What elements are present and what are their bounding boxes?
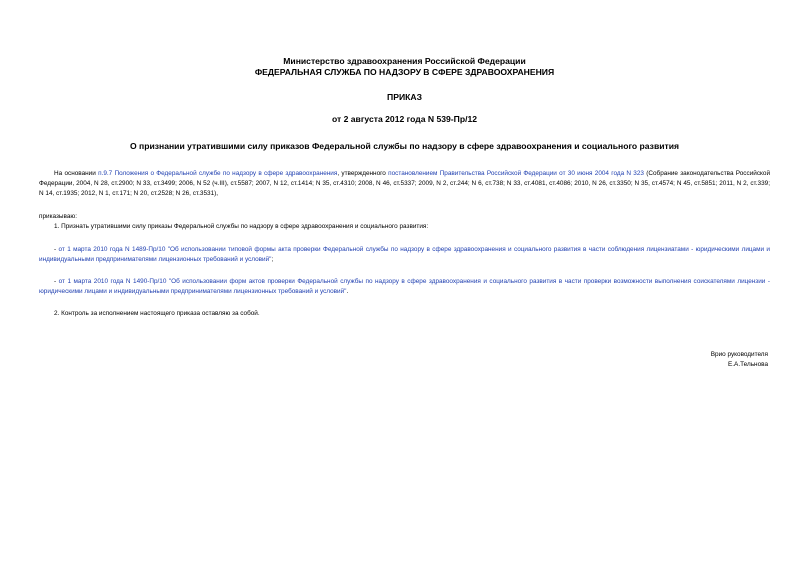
revoked-order-2-suffix: . [346, 288, 349, 295]
ministry-name: Министерство здравоохранения Российской Федерации [283, 56, 526, 66]
service-name: ФЕДЕРАЛЬНАЯ СЛУЖБА ПО НАДЗОРУ В СФЕРЕ ЗДРАВООХРАНЕНИЯ [254, 67, 555, 77]
basis-paragraph [39, 169, 770, 199]
document-type: ПРИКАЗ [387, 92, 422, 102]
signatory-position: Врио руководителя [710, 351, 768, 358]
basis-middle: , утвержденного [337, 170, 389, 177]
signature-block [711, 350, 768, 370]
revoked-order-1-prefix: - [54, 246, 59, 253]
basis-suffix: (Собрание законодательства Российской Федерации, 2004, N 28, ст.2900; N 33, ст.3499; 2006, N 52 (ч.III), ст.5587; 2007, N 12, ст.1414; N 35, ст.4310; 2008, N 46, ст.5337; 2009, N 2, ст.244; N 6, ст.738; N 33, ст.4081, ст.4086; 2010, N 26, ст.3350; N 35, ст.4574; N 45, ст.5851; 2011, N 2, ст.339; N 14, ст.1935; 2012, N 1, ст.171; N 20, ст.2528; N 26, ст.3531), [39, 170, 771, 197]
order-item-1: 1. Признать утратившими силу приказы Федеральной службы по надзору в сфере здравоохранения и социального развития: [54, 223, 429, 230]
regulation-link[interactable]: п.9.7 Положения о Федеральной службе по надзору в сфере здравоохранения [98, 170, 338, 177]
document-header [39, 56, 770, 78]
document-title: О признании утратившими силу приказов Федеральной службы по надзору в сфере здравоохранения и социального развития [129, 141, 680, 151]
revoked-order-1 [39, 245, 770, 265]
government-resolution-link[interactable]: постановлением Правительства Российской Федерации от 30 июня 2004 года N 323 [388, 170, 644, 177]
revoked-order-2-link[interactable]: от 1 марта 2010 года N 1490-Пр/10 "Об использовании форм актов проверки Федеральной службы по надзору в сфере здравоохранения и социального развития в части проверки возможности выполнения соискателями лицензии - юридическими лицами и индивидуальными предпринимателями лицензионных требований и условий" [39, 278, 771, 295]
revoked-order-1-link[interactable]: от 1 марта 2010 года N 1489-Пр/10 "Об использовании типовой формы акта проверки Федеральной службы по надзору в сфере здравоохранения и социального развития в части соблюдения лицензиатами - юридическими лицами и индивидуальными предпринимателями лицензионных требований и условий" [39, 246, 771, 263]
revoked-order-2 [39, 277, 770, 297]
document-page [39, 56, 770, 319]
revoked-order-1-suffix: ; [271, 256, 274, 263]
signatory-name: Е.А.Тельнова [728, 361, 768, 368]
orders-label: приказываю: [39, 213, 77, 220]
order-item-2: 2. Контроль за исполнением настоящего приказа оставляю за собой. [54, 310, 260, 317]
basis-prefix: На основании [54, 170, 99, 177]
revoked-order-2-prefix: - [54, 278, 59, 285]
document-date-number: от 2 августа 2012 года N 539-Пр/12 [331, 114, 478, 124]
